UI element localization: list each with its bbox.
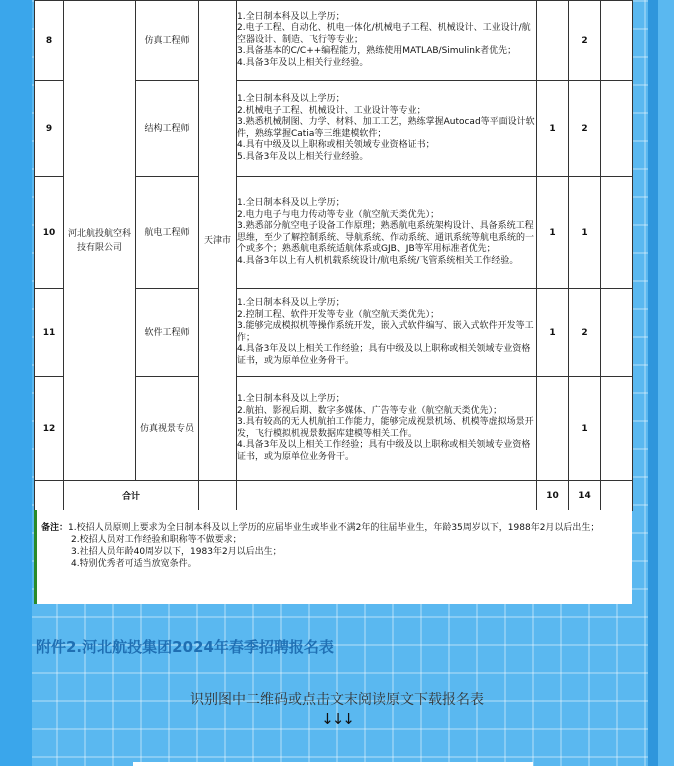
requirement-line: 1.全日制本科及以上学历； xyxy=(237,94,345,104)
empty-cell xyxy=(601,481,633,511)
qr-code-card[interactable] xyxy=(133,762,533,766)
row-number: 11 xyxy=(35,289,64,377)
position-name: 结构工程师 xyxy=(136,81,199,177)
requirement-line: 2.机械电子工程、机械设计、工业设计等专业； xyxy=(237,105,426,116)
empty-cell xyxy=(601,177,633,289)
total-label: 合计 xyxy=(64,481,199,511)
remark-line-4: 4.特别优秀者可适当放宽条件。 xyxy=(71,559,197,569)
count-a: 1 xyxy=(537,289,569,377)
requirement-line: 1.全日制本科及以上学历； xyxy=(237,11,345,22)
position-name: 航电工程师 xyxy=(136,177,199,289)
empty-cell xyxy=(601,289,633,377)
requirement-line: 3.具备基本的C/C++编程能力，熟练使用MATLAB/Simulink者优先； xyxy=(237,46,517,57)
total-b: 14 xyxy=(569,481,601,511)
requirements-cell xyxy=(237,177,537,289)
requirements-cell xyxy=(237,1,537,81)
requirement-line: 3.熟悉部分航空电子设备工作原理；熟悉航电系统架构设计、具备系统工程思维，至少了解控制系统、导航系统、作动系统、通讯系统等航电系统的一个或多个；熟悉航电系统适航体系或GJB、JB等军用标准者优先； xyxy=(237,221,535,254)
count-a xyxy=(537,377,569,481)
company-name: 河北航投航空科技有限公司 xyxy=(64,1,136,481)
right-decor-stripe xyxy=(648,0,658,766)
city-name: 天津市 xyxy=(199,1,237,481)
down-arrows-icon: ↓↓↓ xyxy=(321,710,353,728)
requirement-line: 2.控制工程、软件开发等专业（航空航天类优先）； xyxy=(237,309,440,320)
remark-label: 备注： xyxy=(41,523,69,533)
right-edge xyxy=(658,0,674,766)
table-row xyxy=(35,1,633,81)
attachment-description[interactable]: 识别图中二维码或点击文末阅读原文下载报名表 xyxy=(190,692,484,708)
empty-cell xyxy=(601,81,633,177)
count-a: 1 xyxy=(537,177,569,289)
requirement-line: 4.具备3年及以上相关工作经验；具有中级及以上职称或相关领域专业资格证书，或为原单位业务骨干。 xyxy=(237,440,531,462)
recruitment-table-sheet xyxy=(34,0,632,511)
requirements-cell xyxy=(237,289,537,377)
requirement-line: 4.具有中级及以上职称或相关领域专业资格证书； xyxy=(237,140,435,150)
empty-cell xyxy=(601,1,633,81)
requirement-line: 1.全日制本科及以上学历； xyxy=(237,298,345,308)
remark-text: 1.校招人员原则上要求为全日制本科及以上学历的应届毕业生或毕业不满2年的往届毕业生，年龄35周岁以下，1988年2月以后出生； xyxy=(68,523,600,533)
requirements-cell xyxy=(237,81,537,177)
requirement-line: 4.具备3年及以上相关行业经验。 xyxy=(237,57,369,68)
requirement-line: 3.熟悉机械制图、力学、材料、加工工艺，熟练掌握Autocad等平面设计软件，熟练掌握Catia等三维建模软件； xyxy=(237,117,535,139)
requirement-line: 2.航拍、影视后期、数字多媒体、广告等专业（航空航天类优先）； xyxy=(237,405,503,416)
count-b: 2 xyxy=(569,289,601,377)
empty-cell xyxy=(199,481,237,511)
attachment-title: 附件2.河北航投集团2024年春季招聘报名表 xyxy=(36,638,334,656)
row-number: 12 xyxy=(35,377,64,481)
requirement-line: 3.能够完成模拟机等操作系统开发，嵌入式软件编写、嵌入式软件开发等工作； xyxy=(237,321,534,343)
requirement-line: 1.全日制本科及以上学历； xyxy=(237,198,345,208)
remark-line-1 xyxy=(41,522,628,534)
count-b: 1 xyxy=(569,377,601,481)
requirement-line: 2.电力电子与电力传动等专业（航空航天类优先）； xyxy=(237,209,440,220)
empty-cell xyxy=(601,377,633,481)
total-row xyxy=(35,481,633,511)
count-b: 2 xyxy=(569,81,601,177)
row-number: 9 xyxy=(35,81,64,177)
left-decor-stripe xyxy=(0,0,32,766)
count-a: 1 xyxy=(537,81,569,177)
row-number: 10 xyxy=(35,177,64,289)
requirement-line: 4.具备3年及以上相关工作经验；具有中级及以上职称或相关领域专业资格证书，或为原单位业务骨干。 xyxy=(237,344,531,366)
total-a: 10 xyxy=(537,481,569,511)
remarks-block xyxy=(34,510,632,604)
empty-cell xyxy=(237,481,537,511)
requirement-line: 1.全日制本科及以上学历； xyxy=(237,394,345,404)
requirement-line: 3.具有较高的无人机航拍工作能力，能够完成视景机场、机模等虚拟场景开发，飞行模拟机视景数据库建模等相关工作。 xyxy=(237,417,534,439)
requirements-cell xyxy=(237,377,537,481)
position-name: 软件工程师 xyxy=(136,289,199,377)
position-name: 仿真视景专员 xyxy=(136,377,199,481)
position-name: 仿真工程师 xyxy=(136,1,199,81)
empty-cell xyxy=(35,481,64,511)
row-number: 8 xyxy=(35,1,64,81)
count-b: 2 xyxy=(569,1,601,81)
remark-line-3: 3.社招人员年龄40周岁以下，1983年2月以后出生； xyxy=(71,547,282,557)
requirement-line: 5.具备3年及以上相关行业经验。 xyxy=(237,151,369,162)
recruitment-table xyxy=(34,0,633,511)
requirement-line: 4.具备3年以上有人机机载系统设计/航电系统/飞管系统相关工作经验。 xyxy=(237,255,519,266)
count-b: 1 xyxy=(569,177,601,289)
remark-line-2: 2.校招人员对工作经验和职称等不做要求； xyxy=(71,535,242,545)
count-a xyxy=(537,1,569,81)
requirement-line: 2.电子工程、自动化、机电一体化/机械电子工程、机械设计、工业设计/航空器设计、制造、飞行等专业； xyxy=(237,23,531,45)
